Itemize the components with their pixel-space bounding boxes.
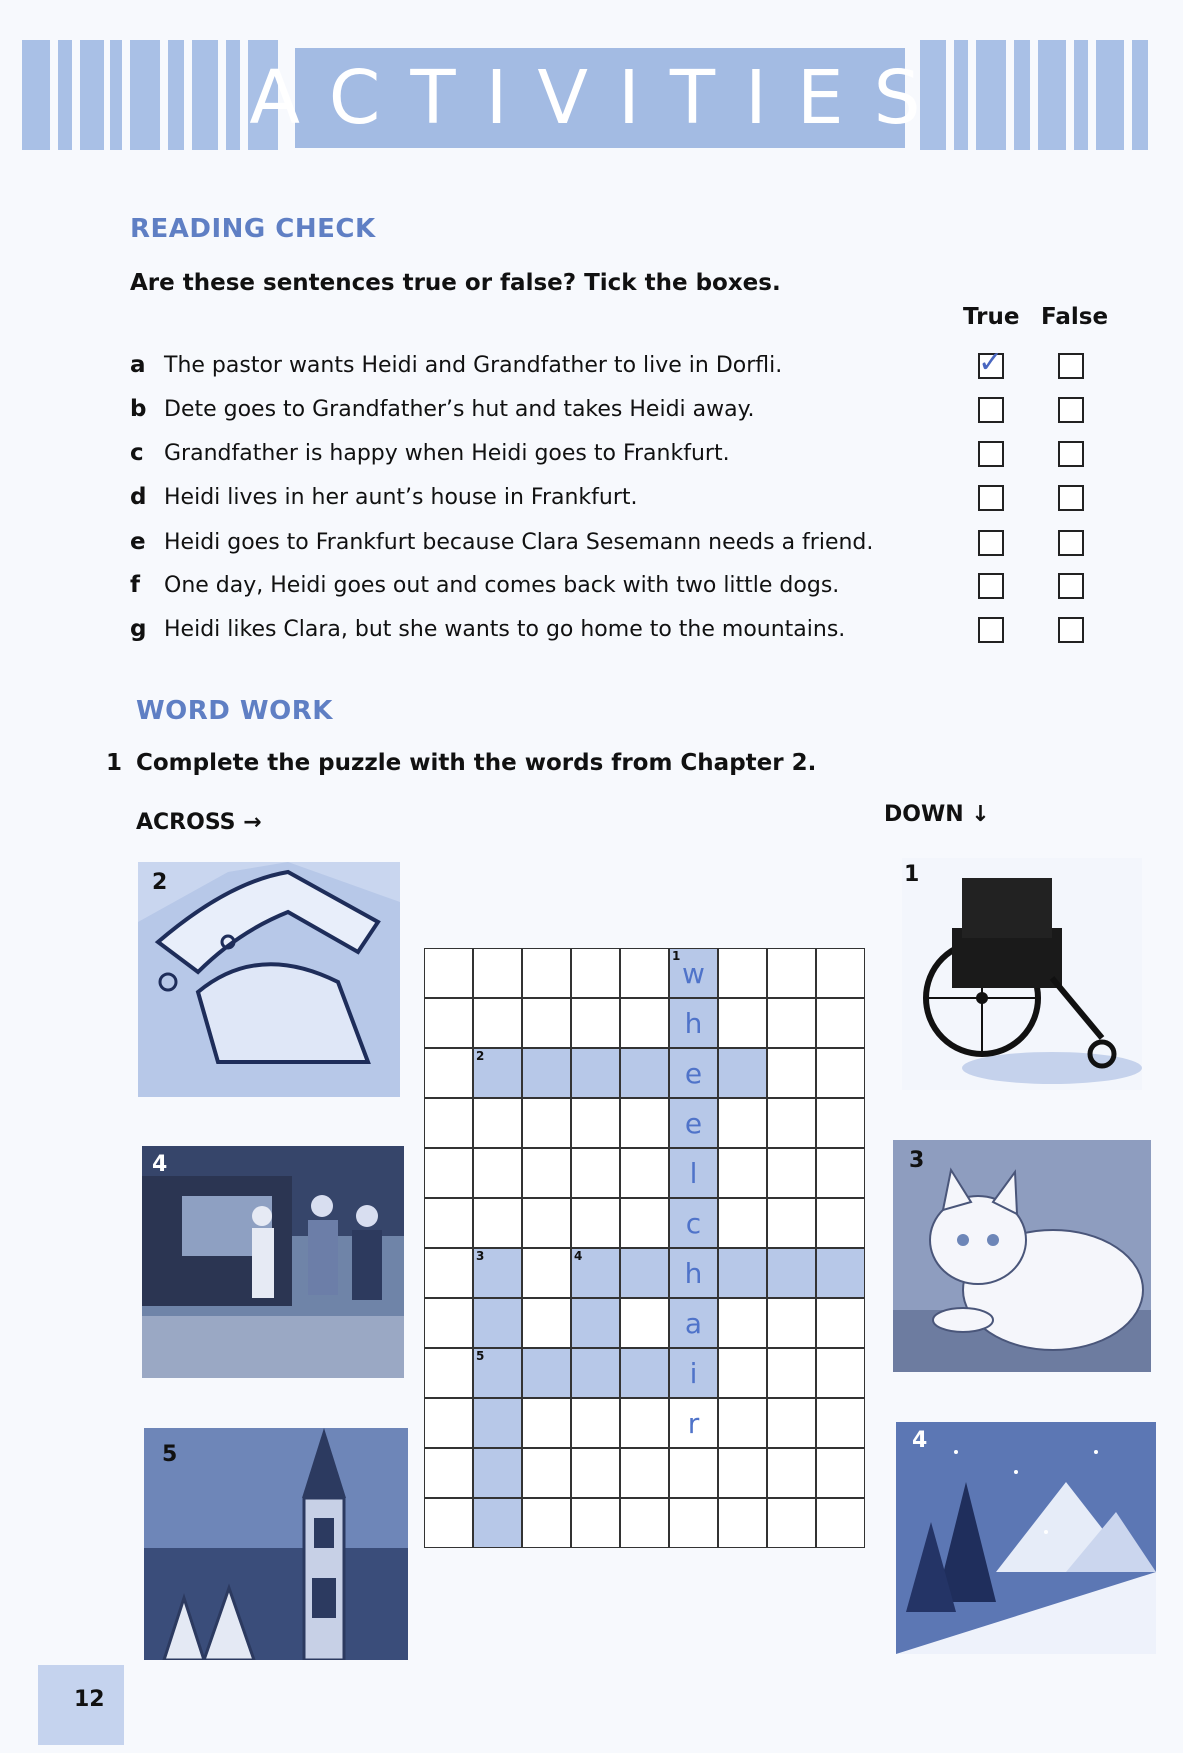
crossword-cell [620,1198,669,1248]
crossword-cell [816,998,865,1048]
crossword-cell[interactable] [718,1048,767,1098]
sentence-row [130,389,754,429]
sentence-letter: g [130,616,147,642]
crossword-cell [424,1248,473,1298]
sentence-letter: c [130,440,144,466]
sentence-text: Heidi goes to Frankfurt because Clara Sesemann needs a friend. [164,529,874,555]
crossword-cell [718,1348,767,1398]
crossword-cell[interactable] [571,1348,620,1398]
crossword-cell [522,1098,571,1148]
crossword-cell [424,1148,473,1198]
false-checkbox[interactable] [1058,530,1084,556]
crossword-cell [620,1298,669,1348]
reading-check-heading: READING CHECK [130,214,376,244]
crossword-cell [718,1148,767,1198]
crossword-cell [767,1198,816,1248]
banner-title-block [249,48,951,148]
across-5-picture [144,1428,408,1660]
sentence-letter: d [130,484,147,510]
crossword-cell[interactable] [473,1248,522,1298]
handwritten-letter: h [684,1257,703,1290]
crossword-cell [767,998,816,1048]
crossword-cell [571,1448,620,1498]
crossword-cell [522,1398,571,1448]
crossword-cell [424,1098,473,1148]
clue-number: 5 [476,1349,485,1363]
school-children-illustration-icon [142,1146,404,1378]
crossword-cell[interactable] [473,1048,522,1098]
down-3-picture [893,1140,1151,1372]
crossword-cell [767,1298,816,1348]
crossword-cell [816,1398,865,1448]
page-title: ACTIVITIES [249,55,951,141]
handwritten-letter: l [689,1157,698,1190]
crossword-cell [522,948,571,998]
snowy-mountains-illustration-icon [896,1422,1156,1654]
true-checkbox[interactable] [978,573,1004,599]
true-checkbox[interactable] [978,397,1004,423]
church-tower-illustration-icon [144,1428,408,1660]
clue-number: 1 [672,949,681,963]
handwritten-letter: e [684,1107,703,1140]
sentence-letter: b [130,396,147,422]
crossword-cell [620,998,669,1048]
crossword-cell [718,998,767,1048]
sentence-row [130,477,638,517]
crossword-cell [571,1398,620,1448]
activities-banner [0,40,1183,160]
crossword-cell[interactable] [620,1348,669,1398]
crossword-cell [473,998,522,1048]
page-number: 12 [74,1687,105,1712]
sentence-text: Grandfather is happy when Heidi goes to Frankfurt. [164,440,730,466]
across-2-number: 2 [152,870,168,895]
crossword-cell [816,1498,865,1548]
crossword-cell [522,1448,571,1498]
crossword-cell [424,1198,473,1248]
crossword-cell[interactable] [620,1248,669,1298]
down-4-number: 4 [912,1428,928,1453]
crossword-cell [571,1148,620,1198]
word-work-instruction: Complete the puzzle with the words from Chapter 2. [136,750,817,776]
crossword-cell[interactable] [473,1298,522,1348]
crossword-cell[interactable] [718,1248,767,1298]
crossword-cell[interactable] [669,1298,718,1348]
true-checkbox[interactable] [978,617,1004,643]
clue-number: 2 [476,1049,485,1063]
true-checkbox[interactable] [978,441,1004,467]
crossword-cell[interactable] [669,1148,718,1198]
sentence-text: Heidi lives in her aunt’s house in Frankfurt. [164,484,638,510]
sentence-row [130,565,839,605]
false-checkbox[interactable] [1058,353,1084,379]
sentence-letter: a [130,352,146,378]
crossword-cell[interactable] [620,1048,669,1098]
crossword-cell [816,1348,865,1398]
crossword-cell[interactable] [571,1248,620,1298]
handwritten-letter: i [689,1357,698,1390]
crossword-cell [620,1398,669,1448]
crossword-cell [620,1148,669,1198]
clue-number: 3 [476,1249,485,1263]
handwritten-letter: a [684,1307,703,1340]
sentence-row [130,433,730,473]
word-work-heading: WORD WORK [136,696,333,726]
true-checkbox[interactable] [978,530,1004,556]
sentence-row [130,522,873,562]
page-number-box [38,1665,124,1745]
across-4-picture [142,1146,404,1378]
crossword-cell [571,948,620,998]
crossword-cell [424,1048,473,1098]
crossword-cell [767,1448,816,1498]
crossword-cell [718,1448,767,1498]
crossword-cell [767,1498,816,1548]
crossword-cell[interactable] [571,1298,620,1348]
crossword-cell [767,1148,816,1198]
tick-icon: ✓ [978,345,1004,380]
false-checkbox[interactable] [1058,573,1084,599]
crossword-cell [718,1498,767,1548]
crossword-cell [718,1098,767,1148]
crossword-cell [767,1348,816,1398]
sentence-text: Dete goes to Grandfather’s hut and takes Heidi away. [164,396,755,422]
true-checkbox[interactable] [978,345,1004,380]
across-label: ACROSS → [136,810,262,835]
crossword-cell [816,948,865,998]
sentence-text: One day, Heidi goes out and comes back with two little dogs. [164,572,840,598]
false-column-header: False [1041,304,1109,330]
crossword-cell [424,1298,473,1348]
crossword-cell [522,1248,571,1298]
crossword-cell [571,1498,620,1548]
handwritten-letter: e [684,1057,703,1090]
crossword-cell [571,998,620,1048]
crossword-cell[interactable] [473,1398,522,1448]
crossword-cell[interactable] [473,1498,522,1548]
crossword-cell [718,1398,767,1448]
crossword-cell[interactable] [816,1248,865,1298]
crossword-cell[interactable] [473,1348,522,1398]
crossword-cell [816,1198,865,1248]
crossword-cell [424,1498,473,1548]
sentence-text: Heidi likes Clara, but she wants to go home to the mountains. [164,616,846,642]
crossword-cell [571,1198,620,1248]
crossword-cell [473,948,522,998]
handwritten-letter: h [684,1007,703,1040]
false-checkbox[interactable] [1058,485,1084,511]
crossword-cell [669,1398,718,1448]
crossword-cell [522,1148,571,1198]
crossword-cell [816,1148,865,1198]
down-4-picture [896,1422,1156,1654]
sentence-row [130,609,845,649]
crossword-cell [816,1448,865,1498]
handwritten-letter: c [685,1207,702,1240]
crossword-cell [718,1298,767,1348]
crossword-cell [669,1498,718,1548]
true-column-header: True [963,304,1020,330]
true-checkbox[interactable] [978,485,1004,511]
down-1-number: 1 [904,862,920,887]
crossword-cell [571,1098,620,1148]
crossword-cell[interactable] [669,998,718,1048]
false-checkbox[interactable] [1058,397,1084,423]
clue-number: 4 [574,1249,583,1263]
crossword-cell[interactable] [669,1048,718,1098]
crossword-cell [767,1098,816,1148]
wheelchair-illustration-icon [902,858,1142,1090]
crossword-cell [767,1048,816,1098]
crossword-cell [816,1098,865,1148]
across-4-number: 4 [152,1152,168,1177]
crossword-cell [424,998,473,1048]
sentence-letter: e [130,529,146,555]
reading-check-instruction: Are these sentences true or false? Tick the boxes. [130,270,781,296]
false-checkbox[interactable] [1058,441,1084,467]
crossword-cell[interactable] [522,1348,571,1398]
crossword-cell [767,948,816,998]
crossword-cell[interactable] [473,1448,522,1498]
sentence-text: The pastor wants Heidi and Grandfather to live in Dorfli. [164,352,783,378]
crossword-cell [473,1198,522,1248]
crossword-cell [522,1198,571,1248]
shirt-collar-illustration-icon [138,862,400,1097]
crossword-cell[interactable] [669,1248,718,1298]
down-1-picture [902,858,1142,1090]
across-5-number: 5 [162,1442,178,1467]
crossword-cell [718,948,767,998]
crossword-cell [767,1398,816,1448]
crossword-cell [620,1098,669,1148]
crossword-cell [816,1048,865,1098]
crossword-cell[interactable] [522,1048,571,1098]
crossword-cell [620,1498,669,1548]
crossword-cell [522,1298,571,1348]
crossword-cell [522,1498,571,1548]
white-cat-illustration-icon [893,1140,1151,1372]
exercise-number: 1 [106,750,123,776]
down-label: DOWN ↓ [884,802,990,827]
crossword-cell [424,1348,473,1398]
handwritten-letter: r [687,1407,700,1440]
handwritten-letter: w [682,957,705,990]
sentence-letter: f [130,572,141,598]
crossword-cell [473,1148,522,1198]
crossword-cell [473,1098,522,1148]
crossword-cell [816,1298,865,1348]
crossword-cell[interactable] [669,948,718,998]
crossword-cell [669,1448,718,1498]
sentence-row [130,345,782,385]
crossword-cell [620,1448,669,1498]
crossword-cell [620,948,669,998]
crossword-cell [718,1198,767,1248]
crossword-cell [424,1448,473,1498]
crossword-cell [522,998,571,1048]
down-3-number: 3 [909,1148,925,1173]
crossword-grid [424,948,866,1550]
crossword-cell[interactable] [669,1198,718,1248]
crossword-cell [424,948,473,998]
crossword-cell[interactable] [669,1098,718,1148]
crossword-cell[interactable] [767,1248,816,1298]
crossword-cell [424,1398,473,1448]
crossword-cell[interactable] [669,1348,718,1398]
false-checkbox[interactable] [1058,617,1084,643]
across-2-picture [138,862,400,1097]
crossword-cell[interactable] [571,1048,620,1098]
